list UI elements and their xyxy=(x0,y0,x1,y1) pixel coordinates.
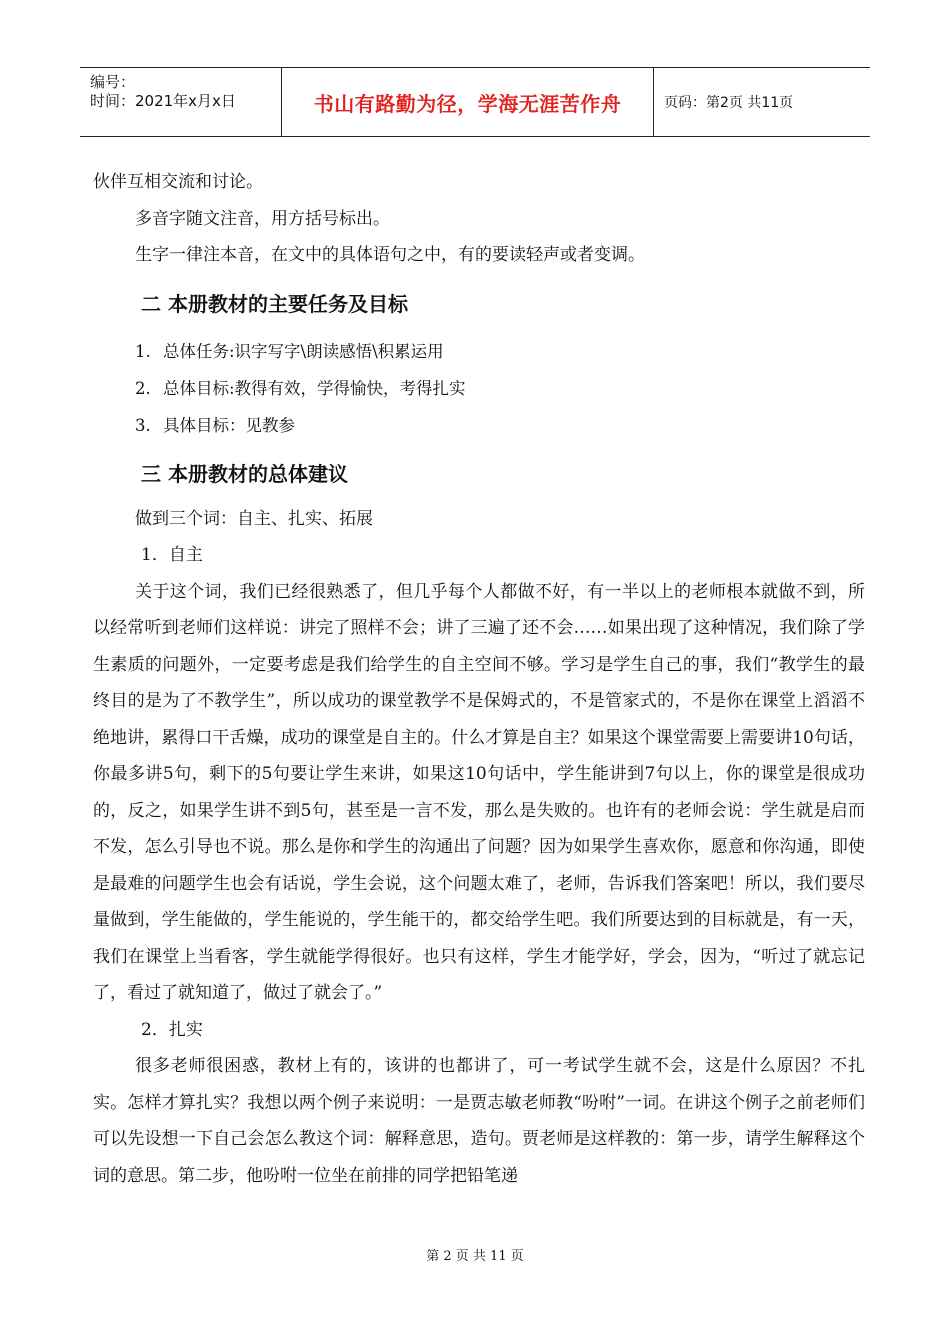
list-item xyxy=(93,407,865,444)
subsection-title: 2．扎实 xyxy=(141,1019,203,1040)
list-text: 具体目标：见教参 xyxy=(163,415,295,435)
intro-line: 伙伴互相交流和讨论。 xyxy=(93,172,263,192)
header-motto: 书山有路勤为径，学海无涯苦作舟 xyxy=(282,68,654,136)
intro-line: 多音字随文注音，用方括号标出。 xyxy=(135,208,390,229)
document-body xyxy=(93,164,865,1194)
subsection-title: 1．自主 xyxy=(141,545,203,565)
paragraph: 很多老师很困惑，教材上有的，该讲的也都讲了，可一考试学生就不会，这是什么原因？不扎实。怎样才算扎实？我想以两个例子来说明：一是贾志敏老师教“吩咐”一词。在讲这个例子之前老师们可以先设想一下自己会怎么教这个词：解释意思，造句。贾老师是这样教的：第一步，请学生解释这个词的意思。第二步，他吩咐一位坐在前排的同学把铅笔递 xyxy=(93,1056,865,1186)
page-footer: 第 2 页 共 11 页 xyxy=(426,1249,524,1264)
list-number: 1. xyxy=(135,341,151,361)
date-label: 时间：2021年x月x日 xyxy=(90,92,236,110)
list-number: 3. xyxy=(135,415,151,435)
list-number: 2. xyxy=(135,378,151,398)
section-heading: 二 本册教材的主要任务及目标 xyxy=(141,291,408,316)
document-header xyxy=(80,67,870,137)
lead-line: 做到三个词：自主、扎实、拓展 xyxy=(135,508,373,529)
intro-line: 生字一律注本音，在文中的具体语句之中，有的要读轻声或者变调。 xyxy=(135,245,645,265)
paragraph: 关于这个词，我们已经很熟悉了，但几乎每个人都做不好，有一半以上的老师根本就做不到，所以经常听到老师们这样说：讲完了照样不会；讲了三遍了还不会……如果出现了这种情况，我们除了学生素质的问题外，一定要考虑是我们给学生的自主空间不够。学习是学生自己的事，我们“教学生的最终目的是为了不教学生”，所以成功的课堂教学不是保姆式的，不是管家式的，不是你在课堂上滔滔不绝地讲，累得口干舌燥，成功的课堂是自主的。什么才算是自主？如果这个课堂需要上需要讲10句话，你最多讲5句，剩下的5句要让学生来讲，如果这10句话中，学生能讲到7句以上，你的课堂是很成功的，反之，如果学生讲不到5句，甚至是一言不发，那么是失败的。也许有的老师会说：学生就是启而不发，怎么引导也不说。那么是你和学生的沟通出了问题？因为如果学生喜欢你，愿意和你沟通，即使是最难的问题学生也会有话说，学生会说，这个问题太难了，老师，告诉我们答案吧！所以，我们要尽量做到，学生能做的，学生能说的，学生能干的，都交给学生吧。我们所要达到的目标就是，有一天，我们在课堂上当看客，学生就能学得很好。也只有这样，学生才能学好，学会，因为，“听过了就忘记了，看过了就知道了，做过了就会了。” xyxy=(93,581,865,1003)
list-item xyxy=(93,333,865,370)
header-page-code: 页码：第2页 共11页 xyxy=(664,95,794,111)
list-text: 总体目标:教得有效，学得愉快，考得扎实 xyxy=(163,378,466,398)
number-label: 编号： xyxy=(90,73,136,91)
list-text: 总体任务:识字写字\朗读感悟\积累运用 xyxy=(163,341,444,361)
list-item xyxy=(93,370,865,407)
header-meta xyxy=(80,68,282,136)
section-heading: 三 本册教材的总体建议 xyxy=(141,461,348,486)
